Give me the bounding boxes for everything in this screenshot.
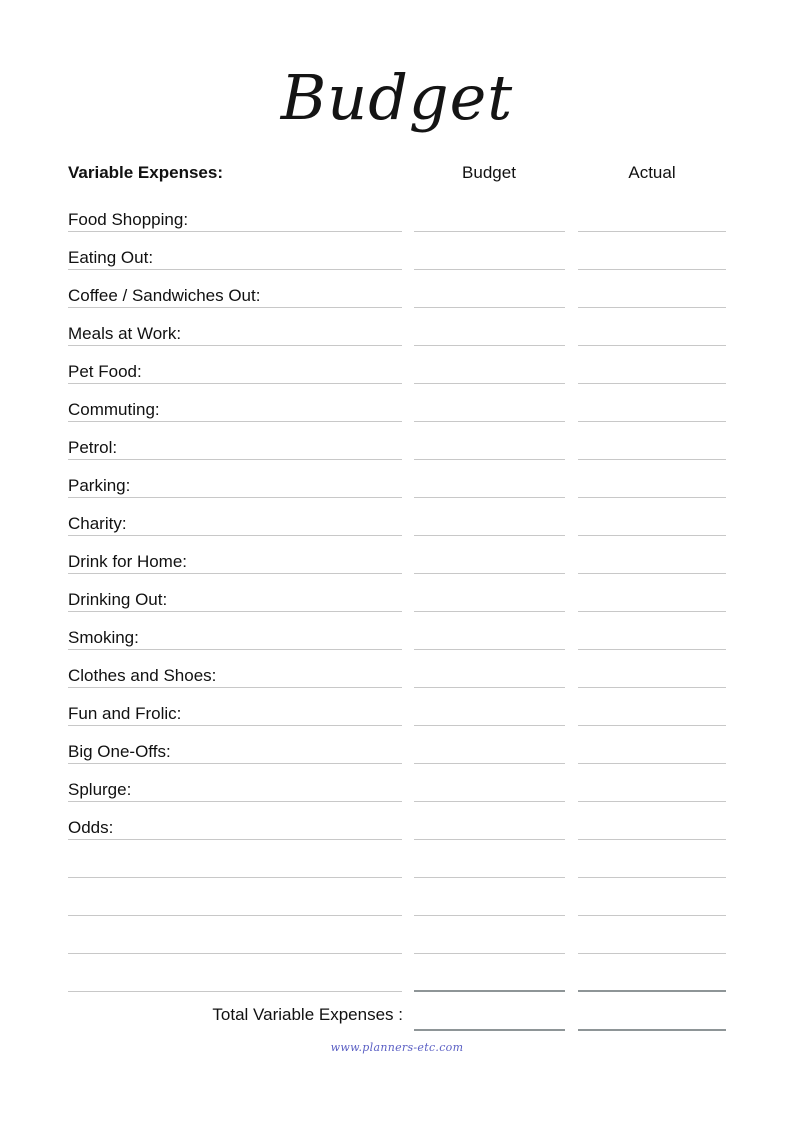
expense-label-line — [68, 649, 402, 650]
budget-entry-line[interactable] — [414, 990, 565, 992]
expense-row-label: Charity: — [68, 514, 127, 533]
budget-entry-line[interactable] — [414, 725, 565, 726]
actual-entry-line[interactable] — [578, 611, 726, 612]
expense-label-line — [68, 497, 402, 498]
expense-row-label: Meals at Work: — [68, 324, 182, 343]
budget-entry-line[interactable] — [414, 915, 565, 916]
footer-website: www.planners-etc.com — [330, 1041, 464, 1054]
expense-label-line — [68, 231, 402, 232]
budget-entry-line[interactable] — [414, 421, 565, 422]
actual-entry-line[interactable] — [578, 535, 726, 536]
total-variable-expenses-label: Total Variable Expenses : — [212, 1005, 403, 1024]
expense-row-label: Commuting: — [68, 400, 160, 419]
expense-label-line — [68, 459, 402, 460]
expense-label-line — [68, 383, 402, 384]
expense-label-line — [68, 535, 402, 536]
expense-row-label: Petrol: — [68, 438, 118, 457]
budget-entry-line[interactable] — [414, 383, 565, 384]
actual-entry-line[interactable] — [578, 763, 726, 764]
total-actual-field[interactable] — [578, 1029, 726, 1031]
actual-entry-line[interactable] — [578, 725, 726, 726]
budget-entry-line[interactable] — [414, 763, 565, 764]
actual-entry-line[interactable] — [578, 307, 726, 308]
expense-row-label: Food Shopping: — [68, 210, 189, 229]
budget-column-header: Budget — [462, 163, 516, 182]
budget-entry-line[interactable] — [414, 459, 565, 460]
actual-entry-line[interactable] — [578, 231, 726, 232]
expense-label-line — [68, 307, 402, 308]
expense-label-line — [68, 915, 402, 916]
expense-row-label: Coffee / Sandwiches Out: — [68, 286, 261, 305]
budget-entry-line[interactable] — [414, 953, 565, 954]
budget-entry-line[interactable] — [414, 231, 565, 232]
actual-entry-line[interactable] — [578, 421, 726, 422]
budget-entry-line[interactable] — [414, 345, 565, 346]
expense-label-line — [68, 421, 402, 422]
expense-label-line — [68, 687, 402, 688]
actual-entry-line[interactable] — [578, 990, 726, 992]
expense-row-label: Parking: — [68, 476, 131, 495]
budget-entry-line[interactable] — [414, 269, 565, 270]
actual-entry-line[interactable] — [578, 839, 726, 840]
budget-entry-line[interactable] — [414, 801, 565, 802]
actual-entry-line[interactable] — [578, 459, 726, 460]
expense-label-line — [68, 345, 402, 346]
budget-entry-line[interactable] — [414, 497, 565, 498]
expense-row-label: Drinking Out: — [68, 590, 168, 609]
actual-entry-line[interactable] — [578, 953, 726, 954]
budget-entry-line[interactable] — [414, 687, 565, 688]
expense-label-line — [68, 839, 402, 840]
actual-entry-line[interactable] — [578, 573, 726, 574]
budget-entry-line[interactable] — [414, 839, 565, 840]
expense-label-line — [68, 991, 402, 992]
budget-entry-line[interactable] — [414, 573, 565, 574]
expense-row-label: Eating Out: — [68, 248, 154, 267]
expense-label-line — [68, 611, 402, 612]
expense-row-label: Smoking: — [68, 628, 139, 647]
actual-entry-line[interactable] — [578, 877, 726, 878]
actual-entry-line[interactable] — [578, 345, 726, 346]
variable-expenses-header: Variable Expenses: — [68, 163, 223, 182]
expense-row-label: Big One-Offs: — [68, 742, 171, 761]
expense-row-label: Drink for Home: — [68, 552, 188, 571]
expense-label-line — [68, 573, 402, 574]
expense-row-label: Splurge: — [68, 780, 132, 799]
expense-label-line — [68, 269, 402, 270]
page-title: Budget — [280, 61, 514, 134]
expense-label-line — [68, 953, 402, 954]
budget-entry-line[interactable] — [414, 649, 565, 650]
expense-label-line — [68, 725, 402, 726]
actual-entry-line[interactable] — [578, 269, 726, 270]
budget-entry-line[interactable] — [414, 611, 565, 612]
actual-entry-line[interactable] — [578, 497, 726, 498]
expense-label-line — [68, 763, 402, 764]
budget-entry-line[interactable] — [414, 307, 565, 308]
actual-column-header: Actual — [628, 163, 676, 182]
total-budget-field[interactable] — [414, 1029, 565, 1031]
expense-label-line — [68, 877, 402, 878]
actual-entry-line[interactable] — [578, 801, 726, 802]
actual-entry-line[interactable] — [578, 649, 726, 650]
expense-row-label: Fun and Frolic: — [68, 704, 182, 723]
actual-entry-line[interactable] — [578, 915, 726, 916]
budget-entry-line[interactable] — [414, 535, 565, 536]
budget-entry-line[interactable] — [414, 877, 565, 878]
expense-label-line — [68, 801, 402, 802]
expense-row-label: Clothes and Shoes: — [68, 666, 217, 685]
expense-row-label: Pet Food: — [68, 362, 142, 381]
expense-row-label: Odds: — [68, 818, 114, 837]
actual-entry-line[interactable] — [578, 687, 726, 688]
actual-entry-line[interactable] — [578, 383, 726, 384]
